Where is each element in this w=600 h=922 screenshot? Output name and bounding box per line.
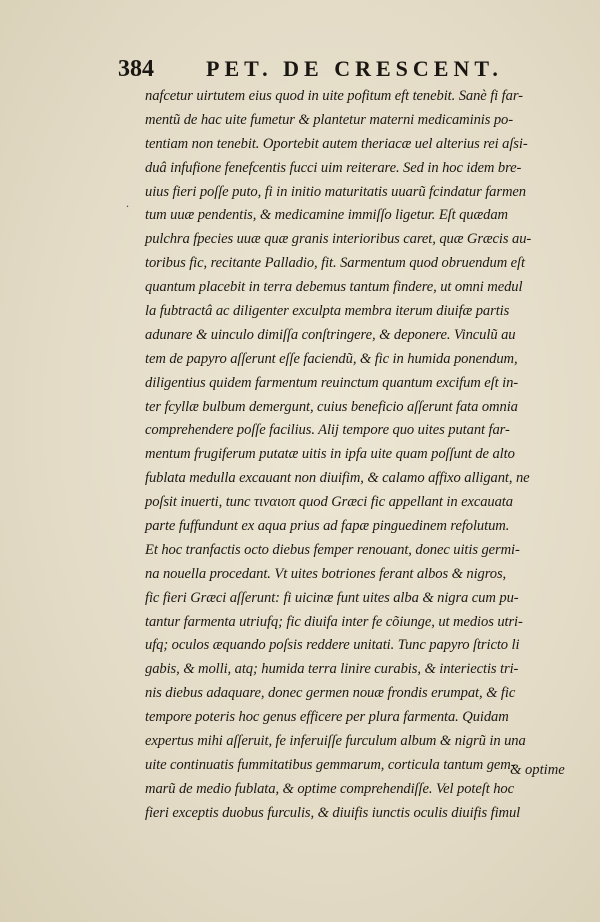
text-line: poſsit inuerti, tunc τιναιοπ quod Græci fic appellant in excauata bbox=[145, 494, 513, 511]
text-line: expertus mihi aſſeruit, fe inferuiſſe furculum album & nigrũ in una bbox=[145, 733, 526, 750]
text-line: duâ infufione fenefcentis fucci uim reiterare. Sed in hoc idem bre- bbox=[145, 159, 522, 176]
text-line: pulchra fpecies uuæ quæ granis interioribus caret, quæ Græcis au- bbox=[145, 231, 532, 248]
text-line: adunare & uinculo dimiſſa conſtringere, & deponere. Vinculũ au bbox=[145, 326, 516, 343]
text-line: uite continuatis fummitatibus gemmarum, corticula tantum gem- bbox=[145, 756, 516, 773]
text-line: ufq; oculos æquando poſsis reddere unitati. Tunc papyro ſtricto li bbox=[145, 637, 520, 654]
running-head: PET. DE CRESCENT. bbox=[206, 56, 503, 81]
text-line: toribus fic, recitante Palladio, fit. Sarmentum quod obruendum eſt bbox=[145, 255, 525, 272]
text-line: quantum placebit in terra debemus tantum findere, ut omni medul bbox=[145, 279, 523, 296]
text-line: marũ de medio fublata, & optime comprehendiſſe. Vel poteſt hoc bbox=[145, 780, 514, 797]
text-line: mentũ de hac uite fumetur & plantetur materni medicaminis po- bbox=[145, 111, 514, 128]
text-line: la fubtractâ ac diligenter exculpta membra iterum diuifæ partis bbox=[145, 303, 510, 320]
body-text bbox=[145, 85, 575, 826]
text-line: diligentius quidem farmentum reuinctum quantum excifum eſt in- bbox=[145, 374, 519, 391]
text-line: fublata medulla excauant non diuifim, & calamo affixo alligant, ne bbox=[145, 470, 530, 487]
margin-mark: . bbox=[126, 196, 129, 210]
text-line: mentum frugiferum putatæ uitis in ipfa uite quam poſſunt de alto bbox=[145, 446, 515, 463]
text-line: parte fuffundunt ex aqua prius ad fapæ pinguedinem refolutum. bbox=[145, 518, 510, 535]
text-line: Et hoc tranfactis octo diebus femper renouant, donec uitis germi- bbox=[145, 541, 520, 558]
text-line: ter fcyllæ bulbum demergunt, cuius beneficio aſſerunt fata omnia bbox=[145, 398, 518, 415]
text-line: fieri exceptis duobus furculis, & diuifis iunctis oculis diuifis fimul bbox=[145, 804, 521, 821]
text-line: tem de papyro aſſerunt eſſe faciendũ, & fic in humida ponendum, bbox=[145, 350, 518, 367]
catchword: & optime bbox=[510, 762, 565, 778]
text-line: nafcetur uirtutem eius quod in uite pofitum eft tenebit. Sanè fi far- bbox=[145, 88, 523, 104]
text-line: tentiam non tenebit. Oportebit autem theriacæ uel alterius rei aſsi- bbox=[145, 135, 528, 152]
text-line: tum uuæ pendentis, & medicamine immiſſo ligetur. Eſt quædam bbox=[145, 207, 508, 224]
text-line: uius fieri poſſe puto, fi in initio maturitatis uuarũ fcindatur farmen bbox=[145, 183, 526, 200]
text-line: tantur farmenta utriufq; fic diuifa inter fe cõiunge, ut medios utri- bbox=[145, 613, 523, 630]
page-number: 384 bbox=[118, 56, 154, 82]
text-line: na nouella procedant. Vt uites botriones ferant albos & nigros, bbox=[145, 565, 507, 582]
text-line: comprehendere poſſe facilius. Alij tempore quo uites putant far- bbox=[145, 422, 510, 439]
text-line: tempore poteris hoc genus efficere per plura farmenta. Quidam bbox=[145, 709, 509, 726]
text-line: gabis, & molli, atq; humida terra linire curabis, & interiectis tri- bbox=[145, 661, 519, 678]
text-line: fic fieri Græci aſſerunt: fi uicinæ funt uites alba & nigra cum pu- bbox=[145, 589, 519, 606]
page-header bbox=[118, 52, 558, 82]
text-line: nis diebus adaquare, donec germen nouæ frondis erumpat, & fic bbox=[145, 685, 516, 702]
